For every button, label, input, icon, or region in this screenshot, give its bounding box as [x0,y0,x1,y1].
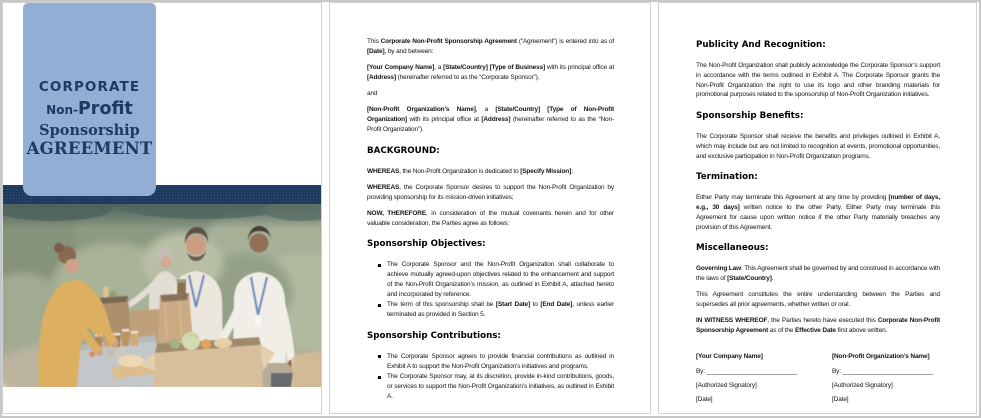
text-run: written notice to the other Party. Either Party may terminate this Agreement for cause upon written notice if the other Party materially breaches any provision of this Agreement. [696,204,940,231]
text-run: This [367,38,381,45]
bold-text-run: IN WITNESS WHEREOF [696,317,768,325]
text-run: The Corporate Sponsor agrees to provide financial contributions as outlined in Exhibit A to support the Non-Profit Organization’s initiatives and programs. [387,352,614,370]
paragraph [367,183,614,203]
bold-text-run: [Start Date] [495,301,531,309]
paragraph [696,193,940,232]
bold-text-run: NOW, THEREFORE [367,209,427,217]
text-run: and [367,90,378,97]
text-run: Either Party may terminate this Agreement at any time by providing [696,194,889,202]
paragraph [367,167,614,177]
bold-text-run: [State/Country] [Type of Non-Profit Organization] [367,106,614,123]
section-heading: Sponsorship Benefits: [696,111,804,122]
text-run: . [771,275,774,283]
bold-text-run: Governing Law [696,265,742,273]
text-run: , a [434,64,444,71]
bold-text-run: [Address] [481,116,511,123]
paragraph [696,264,940,284]
text-run: The Non-Profit Organization shall publicly acknowledge the Corporate Sponsor’s support in accordance with the terms outlined in Exhibit A. The Corporate Sponsor grants the Non-Profit Organization the right to use its logo and other branding materials for promotional purposes related to the sponsorship of Non-Profit Organization initiatives. [696,62,940,99]
signature-name: [Your Company Name] [696,352,763,360]
text-run: ; [571,167,573,175]
signature-by-line: By: __________________________ [832,367,933,375]
bold-text-run: [Address] [367,73,396,81]
signature-authorized: [Authorized Signatory] [832,381,893,389]
text-run: to [530,301,541,309]
signature-column [832,352,940,410]
bold-text-run: WHEREAS [367,167,400,175]
bullet-list [367,352,614,402]
signature-block [696,352,940,410]
bold-text-run: [State/Country] [Type of Business] [443,64,546,71]
section-heading: Sponsorship Objectives: [367,239,486,250]
paragraph [367,105,614,134]
cover-photo [3,203,321,387]
cover-page [2,2,322,414]
text-run: , a [475,106,496,114]
bullet-item [387,260,614,299]
bullet-item [387,352,614,372]
cover-title-line-corporate: CORPORATE [38,79,141,95]
cover-title-line-agreement: AGREEMENT [26,139,153,158]
photo-fade-overlay [3,203,321,387]
bullet-list [367,260,614,320]
bold-text-run: [Specify Mission] [520,167,572,175]
agreement-page-2 [658,2,977,414]
bold-text-run: [Date] [367,47,385,55]
cover-title-line-sponsorship: Sponsorship [39,122,140,139]
cover-title-line-nonprofit [23,99,156,119]
page-content [330,3,650,402]
text-run: This Agreement constitutes the entire understanding between the Parties and supersedes all prior agreements, whether written or oral. [696,291,940,309]
agreement-page-1 [329,2,651,414]
paragraph [367,209,614,229]
page-content [659,3,976,409]
bold-text-run: [Non-Profit Organization’s Name] [367,106,476,114]
text-run: first above written. [835,327,888,335]
section-heading: Termination: [696,172,758,183]
section-heading: Sponsorship Contributions: [367,330,501,341]
bold-text-run: Effective Date [795,327,836,335]
bold-text-run: [number of days, e.g., 30 days] [696,194,940,212]
bold-text-run: WHEREAS [367,183,400,191]
paragraph [367,37,614,57]
text-run: , by and between: [384,47,434,55]
paragraph [696,316,940,336]
bold-text-run: Corporate Non-Profit Sponsorship Agreement [696,317,940,335]
bold-text-run: Corporate Non-Profit Sponsorship Agreement [380,38,517,45]
bold-text-run: [Your Company Name] [367,64,435,71]
signature-authorized: [Authorized Signatory] [696,381,757,389]
text-run: The term of this sponsorship shall be [387,301,496,309]
section-heading: Publicity And Recognition: [696,40,826,50]
text-run: The Corporate Sponsor shall receive the benefits and privileges outlined in Exhibit A, which may include but are not limited to recognition at events, promotional opportunities, and exclusive participation in Non-Profit Organization programs. [696,133,940,160]
text-run: , unless earlier terminated as provided in Section 5. [387,301,614,319]
text-run: , the Non-Profit Organization is dedicated to [399,167,521,175]
signature-date: [Date] [832,396,849,404]
cover-title-card [23,3,156,196]
section-heading: BACKGROUND: [367,145,440,156]
text-run: The Corporate Sponsor may, at its discretion, provide in-kind contributions, goods, or services to support the Non-Profit Organization’s initiatives, as outlined in Exhibit A. [387,373,614,400]
paragraph [696,132,940,161]
paragraph [696,290,940,310]
text-run: , the Parties hereto have executed this [767,317,878,325]
signature-date: [Date] [696,396,713,404]
paragraph [367,89,614,99]
signature-by-line: By: __________________________ [696,367,797,375]
text-run: , in consideration of the mutual covenants herein and for other valuable consideration, the Parties agree as follows: [367,209,615,227]
bullet-item [387,300,614,320]
signature-column [696,352,832,410]
text-run: (“Agreement”) is entered into as of [516,38,614,45]
text-run: with its principal office at [406,116,482,123]
paragraph [696,61,940,100]
section-heading: Miscellaneous: [696,243,769,254]
cover-title-non-prefix: Non- [46,103,78,117]
text-run: The Corporate Sponsor and the Non-Profit Organization shall collaborate to achieve mutually agreed-upon objectives related to the enhancement and support of the Non-Profit Organization’s mission, as outlined in Exhibit A, attached hereto and incorporated by reference. [387,261,614,298]
signature-name: [Non-Profit Organization’s Name] [832,352,930,360]
text-run: as of the [768,327,795,335]
text-run: , the Corporate Sponsor desires to support the Non-Profit Organization by providing sponsorship for its mission-driven initiatives; [367,183,614,201]
bold-text-run: [End Date] [540,301,573,309]
bold-text-run: [State/Country] [727,275,772,283]
text-run: with its principal office at [545,64,614,71]
cover-title [23,79,156,158]
text-run: : This Agreement shall be governed by and construed in accordance with the laws of [696,265,940,283]
cover-title-profit: Profit [77,99,133,119]
bullet-item [387,372,614,401]
text-run: (hereinafter referred to as the “Corporate Sponsor”), [396,73,540,81]
text-run: (hereinafter referred to as the “Non-Profit Organization”). [367,116,614,133]
paragraph [367,63,614,83]
